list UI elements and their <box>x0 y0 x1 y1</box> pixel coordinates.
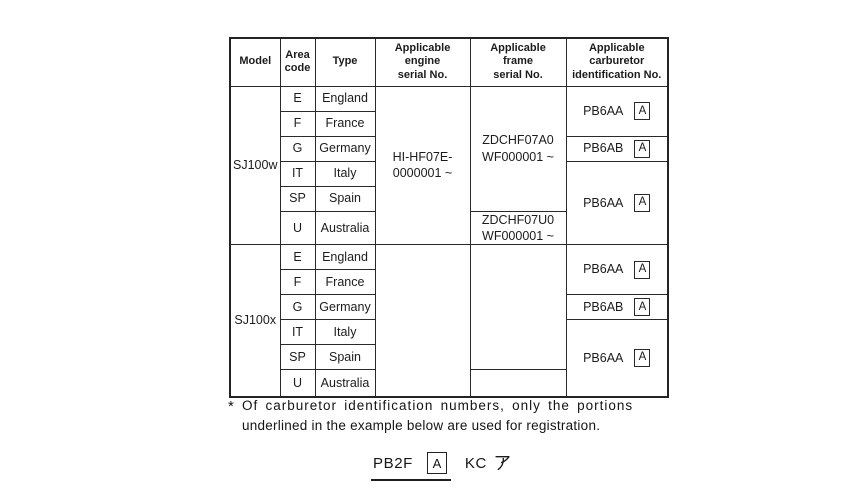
cell-carb <box>566 86 668 136</box>
cell-type <box>315 295 375 320</box>
footnote-line-1-text: Of carburetor identification numbers, only the portions <box>242 398 634 413</box>
cell-text-line: Australia <box>320 375 370 390</box>
cell-text-line: SJ100x <box>234 313 277 328</box>
header-area: Area code <box>280 38 315 86</box>
cell-text-line: E <box>293 249 302 264</box>
boxed-letter: A <box>634 349 650 367</box>
cell-text-line: Italy <box>333 324 357 339</box>
cell-text-line: SP <box>289 349 306 364</box>
cell-area <box>280 320 315 345</box>
cell-type <box>315 370 375 397</box>
cell-text-line: Spain <box>329 349 361 364</box>
cell-text-line: France <box>325 274 365 289</box>
cell-type <box>315 111 375 136</box>
cell-type <box>315 186 375 211</box>
cell-text-line: F <box>293 116 302 131</box>
underlined-portion <box>371 452 451 481</box>
cell-frame <box>470 370 566 397</box>
header-frame: Applicable frame serial No. <box>470 38 566 86</box>
cell-type <box>315 345 375 370</box>
cell-text-line: G <box>292 141 303 156</box>
example-suffix <box>465 452 511 474</box>
cell-text-line: G <box>292 299 303 314</box>
header-engine: Applicable engine serial No. <box>375 38 470 86</box>
carburetor-code: PB6AA <box>583 195 624 210</box>
example-suffix-latin: KC <box>464 455 487 472</box>
cell-area <box>280 161 315 186</box>
cell-carb <box>566 245 668 295</box>
cell-text-line: IT <box>291 166 304 181</box>
cell-text-line: ZDCHF07A0 <box>482 133 554 148</box>
example-boxed-letter: A <box>427 452 447 474</box>
cell-text-line: IT <box>291 324 304 339</box>
cell-text-line: WF000001 ~ <box>482 228 554 243</box>
cell-area <box>280 245 315 270</box>
cell-text-line: E <box>293 91 302 106</box>
cell-engine <box>375 245 470 397</box>
cell-text-line: SP <box>289 191 306 206</box>
boxed-letter: A <box>634 261 650 279</box>
cell-text-line: F <box>293 274 302 289</box>
cell-area <box>280 345 315 370</box>
cell-engine <box>375 86 470 245</box>
cell-area <box>280 295 315 320</box>
cell-area <box>280 136 315 161</box>
table-row <box>230 245 668 270</box>
header-model: Model <box>230 38 280 86</box>
table-row <box>230 86 668 111</box>
cell-carb <box>566 136 668 161</box>
cell-text-line: England <box>322 91 368 106</box>
cell-type <box>315 86 375 111</box>
footnote-line-2: underlined in the example below are used for registration. <box>242 418 601 433</box>
boxed-letter: A <box>634 102 650 120</box>
cell-model <box>230 86 280 245</box>
cell-type <box>315 211 375 245</box>
cell-frame <box>470 211 566 245</box>
cell-model <box>230 245 280 397</box>
footnote <box>228 398 680 433</box>
carburetor-code: PB6AA <box>583 262 624 277</box>
cell-area <box>280 211 315 245</box>
spec-table-body <box>230 86 668 397</box>
cell-area <box>280 270 315 295</box>
boxed-letter: A <box>634 140 650 158</box>
cell-text-line: Spain <box>329 191 361 206</box>
cell-text-line: Germany <box>319 299 371 314</box>
cell-area <box>280 370 315 397</box>
cell-text-line: HI-HF07E- <box>392 150 453 164</box>
cell-carb <box>566 295 668 320</box>
cell-text-line: U <box>292 220 303 235</box>
asterisk-marker: * <box>228 398 234 415</box>
carburetor-code: PB6AA <box>583 103 624 118</box>
carburetor-code: PB6AB <box>583 299 624 314</box>
footnote-line-1 <box>228 398 680 413</box>
cell-type <box>315 270 375 295</box>
cell-type <box>315 320 375 345</box>
cell-carb <box>566 320 668 397</box>
cell-text-line: 0000001 ~ <box>392 166 453 181</box>
cell-frame <box>470 86 566 211</box>
carburetor-id-example <box>371 452 511 481</box>
boxed-letter: A <box>634 298 650 316</box>
cell-text-line: SJ100w <box>233 158 278 173</box>
example-code: PB2F <box>373 454 413 472</box>
cell-text-line: France <box>325 116 365 131</box>
cell-area <box>280 111 315 136</box>
cell-text-line: England <box>322 249 368 264</box>
katakana-a-glyph <box>494 453 511 474</box>
header-row <box>230 38 668 86</box>
spec-table-head <box>230 38 668 86</box>
cell-area <box>280 86 315 111</box>
cell-text-line: Germany <box>319 141 371 156</box>
carburetor-code: PB6AA <box>583 350 624 365</box>
header-type: Type <box>315 38 375 86</box>
cell-text-line: U <box>292 375 303 390</box>
carburetor-code: PB6AB <box>583 141 624 156</box>
cell-type <box>315 245 375 270</box>
cell-text-line: Italy <box>333 166 357 181</box>
cell-text-line: Australia <box>320 220 370 235</box>
cell-text-line: WF000001 ~ <box>482 149 554 164</box>
cell-area <box>280 186 315 211</box>
cell-type <box>315 136 375 161</box>
cell-type <box>315 161 375 186</box>
cell-carb <box>566 161 668 245</box>
header-carb: Applicable carburetor identification No. <box>566 38 668 86</box>
spec-table <box>229 37 669 398</box>
cell-frame <box>470 245 566 370</box>
boxed-letter: A <box>634 194 650 212</box>
cell-text-line: ZDCHF07U0 <box>481 212 555 227</box>
